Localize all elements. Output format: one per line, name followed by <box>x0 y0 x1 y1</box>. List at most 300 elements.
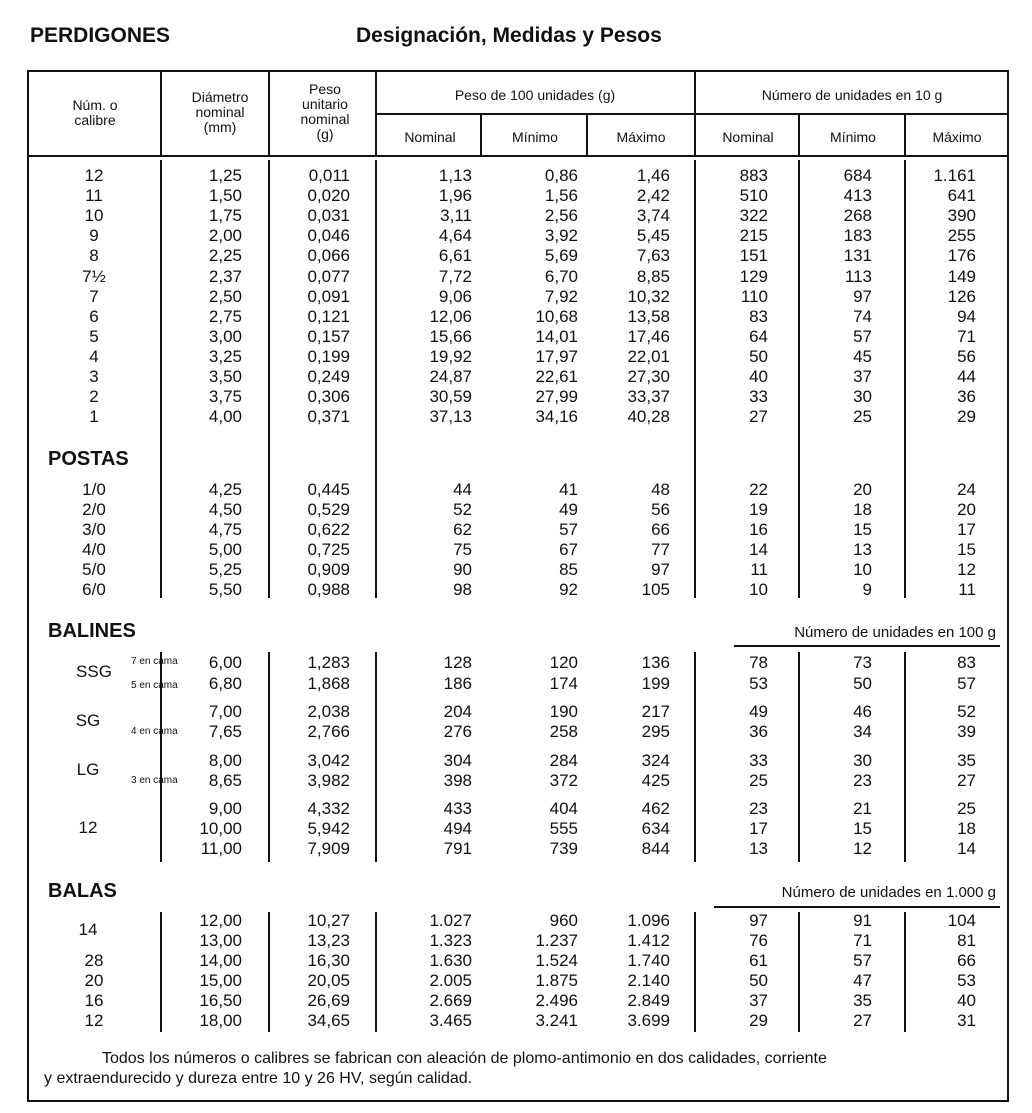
table-cell: 57 <box>559 520 578 539</box>
table-cell: 23 <box>749 799 768 818</box>
table-cell: 73 <box>853 653 872 672</box>
table-cell: 22,01 <box>627 346 670 366</box>
table-cell: 78 <box>749 653 768 672</box>
table-cell: 15 <box>957 540 976 559</box>
group-label-sg: SG <box>75 711 101 730</box>
table-cell: 50 <box>749 346 768 366</box>
table-row <box>0 206 1032 226</box>
cama-note: 7 en cama <box>131 656 178 667</box>
table-cell: 75 <box>453 540 472 559</box>
table-cell: 31 <box>957 1011 976 1030</box>
header-num: Núm. o calibre <box>72 97 118 128</box>
table-cell: 57 <box>957 674 976 693</box>
footnote <box>44 1049 1000 1089</box>
table-cell: 20 <box>84 971 104 990</box>
group-label-lg: LG <box>76 760 100 779</box>
table-cell: 57 <box>853 951 872 970</box>
table-cell: 8,00 <box>208 751 242 770</box>
table-cell: 35 <box>957 751 976 770</box>
table-cell: 104 <box>947 911 976 930</box>
table-cell: 66 <box>651 520 670 539</box>
table-cell: 45 <box>853 346 872 366</box>
table-cell: 390 <box>947 206 976 226</box>
table-cell: 2,42 <box>636 186 670 206</box>
table-cell: 74 <box>853 306 872 326</box>
table-cell: 322 <box>739 206 768 226</box>
table-cell: 5,00 <box>208 540 242 559</box>
table-cell: 5,69 <box>544 246 578 266</box>
table-cell: 183 <box>843 226 872 246</box>
table-cell: 25 <box>749 771 768 790</box>
table-cell: 36 <box>957 387 976 407</box>
table-cell: 2,25 <box>208 246 242 266</box>
table-cell: 12 <box>84 1011 104 1030</box>
table-cell: 204 <box>443 702 472 721</box>
table-cell: 13,58 <box>627 306 670 326</box>
table-cell: 2.005 <box>429 971 472 990</box>
table-cell: 12 <box>957 560 976 579</box>
table-cell: 494 <box>443 819 472 838</box>
section-balas-label: BALAS <box>48 880 117 902</box>
table-cell: 11 <box>750 560 768 579</box>
section-balines-label: BALINES <box>48 620 136 642</box>
table-cell: 40 <box>749 367 768 386</box>
table-cell: 4,00 <box>208 407 242 427</box>
table-cell: 4,75 <box>208 520 242 539</box>
table-cell: 76 <box>749 931 768 950</box>
header-maximo-2: Máximo <box>932 129 982 145</box>
table-cell: 2,766 <box>307 722 350 741</box>
cama-note: 4 en cama <box>131 726 178 737</box>
table-cell: 7,00 <box>208 702 242 721</box>
table-cell: 151 <box>739 246 768 266</box>
page-subtitle: Designación, Medidas y Pesos <box>356 24 662 47</box>
table-cell: 24 <box>957 480 976 499</box>
table-row <box>0 540 1032 560</box>
table-cell: 13,00 <box>199 931 242 950</box>
table-cell: 7,92 <box>544 286 578 306</box>
table-cell: 2,75 <box>208 306 242 326</box>
table-cell: 6,80 <box>208 674 242 693</box>
table-cell: 3,042 <box>307 751 350 770</box>
table-cell: 25 <box>853 407 872 427</box>
balines-units-rule <box>734 645 1000 647</box>
table-cell: 0,529 <box>307 500 350 519</box>
table-cell: 13 <box>749 839 768 858</box>
table-row <box>0 931 1032 951</box>
table-cell: 7,909 <box>307 839 350 858</box>
table-cell: 62 <box>453 520 472 539</box>
table-cell: 0,86 <box>544 166 578 185</box>
table-cell: 2,038 <box>307 702 350 721</box>
table-cell: 19,92 <box>429 346 472 366</box>
table-cell: 10 <box>84 206 104 226</box>
table-cell: 77 <box>651 540 670 559</box>
table-row <box>0 226 1032 246</box>
table-cell: 3,74 <box>636 206 670 226</box>
table-cell: 10 <box>853 560 872 579</box>
table-row <box>0 500 1032 520</box>
table-cell: 50 <box>749 971 768 990</box>
table-cell: 90 <box>453 560 472 579</box>
table-cell: 131 <box>843 246 872 266</box>
table-cell: 17 <box>957 520 976 539</box>
table-cell: 92 <box>559 580 578 599</box>
table-cell: 1.875 <box>535 971 578 990</box>
table-cell: 33,37 <box>627 387 670 407</box>
table-cell: 0,031 <box>307 206 350 226</box>
header-bottom-rule <box>27 155 1009 157</box>
table-cell: 50 <box>853 674 872 693</box>
group-label-14: 14 <box>78 920 98 939</box>
table-cell: 284 <box>549 751 578 770</box>
table-cell: 37 <box>853 367 872 386</box>
table-row <box>0 267 1032 287</box>
table-cell: 27 <box>957 771 976 790</box>
table-cell: 1,96 <box>438 186 472 206</box>
table-cell: 81 <box>957 931 976 950</box>
table-cell: 26,69 <box>307 991 350 1010</box>
table-cell: 462 <box>641 799 670 818</box>
table-cell: 34,65 <box>307 1011 350 1030</box>
table-cell: 48 <box>651 480 670 499</box>
table-cell: 120 <box>549 653 578 672</box>
table-cell: 0,077 <box>307 266 350 286</box>
table-cell: 29 <box>749 1011 768 1030</box>
table-cell: 27 <box>853 1011 872 1030</box>
table-cell: 13,23 <box>307 931 350 950</box>
table-cell: 2,56 <box>544 206 578 226</box>
table-cell: 15,66 <box>429 326 472 346</box>
table-cell: 268 <box>843 206 872 226</box>
table-cell: 10,68 <box>535 306 578 326</box>
table-row <box>0 1011 1032 1031</box>
table-cell: 105 <box>641 580 670 599</box>
table-row <box>0 327 1032 347</box>
table-cell: 20 <box>853 480 872 499</box>
table-cell: 36 <box>749 722 768 741</box>
table-cell: 7 <box>89 286 99 306</box>
table-cell: 4,64 <box>438 226 472 246</box>
table-cell: 186 <box>443 674 472 693</box>
table-row <box>0 951 1032 971</box>
table-cell: 5 <box>89 326 99 346</box>
table-cell: 52 <box>453 500 472 519</box>
header-divider <box>268 70 270 156</box>
table-cell: 3,75 <box>208 387 242 407</box>
table-cell: 35 <box>853 991 872 1010</box>
table-cell: 1,46 <box>636 166 670 185</box>
table-cell: 2.140 <box>627 971 670 990</box>
table-cell: 3.465 <box>429 1011 472 1030</box>
table-cell: 3,00 <box>208 326 242 346</box>
header-peso-100: Peso de 100 unidades (g) <box>454 87 616 103</box>
table-cell: 215 <box>739 226 768 246</box>
table-cell: 176 <box>947 246 976 266</box>
table-cell: 7,63 <box>636 246 670 266</box>
table-cell: 0,306 <box>307 387 350 407</box>
table-cell: 97 <box>651 560 670 579</box>
table-cell: 1.237 <box>535 931 578 950</box>
table-cell: 0,249 <box>307 367 350 386</box>
table-cell: 113 <box>844 266 872 286</box>
table-row <box>0 520 1032 540</box>
table-cell: 9,00 <box>208 799 242 818</box>
table-cell: 4 <box>89 346 99 366</box>
table-cell: 18 <box>957 819 976 838</box>
table-cell: 5,942 <box>307 819 350 838</box>
cama-note: 3 en cama <box>131 775 178 786</box>
table-cell: 14,01 <box>535 326 578 346</box>
table-cell: 0,011 <box>308 166 350 185</box>
table-cell: 7½ <box>82 266 106 286</box>
table-cell: 1,283 <box>307 653 350 672</box>
table-cell: 33 <box>749 387 768 407</box>
table-cell: 217 <box>641 702 670 721</box>
table-cell: 98 <box>453 580 472 599</box>
table-cell: 5,50 <box>208 580 242 599</box>
table-cell: 0,046 <box>307 226 350 246</box>
table-cell: 64 <box>749 326 768 346</box>
table-cell: 8,85 <box>636 266 670 286</box>
table-cell: 1.740 <box>627 951 670 970</box>
balas-units-rule <box>714 906 1000 908</box>
table-cell: 53 <box>749 674 768 693</box>
table-cell: 3,25 <box>208 346 242 366</box>
table-cell: 510 <box>739 186 768 206</box>
header-divider <box>160 70 162 156</box>
table-cell: 5,45 <box>636 226 670 246</box>
table-cell: 83 <box>957 653 976 672</box>
table-cell: 7,72 <box>438 266 472 286</box>
table-cell: 4/0 <box>82 540 106 559</box>
table-cell: 199 <box>641 674 670 693</box>
table-cell: 17,97 <box>535 346 578 366</box>
table-row <box>0 186 1032 206</box>
table-cell: 3/0 <box>82 520 106 539</box>
table-cell: 1,50 <box>208 186 242 206</box>
table-cell: 18,00 <box>199 1011 242 1030</box>
table-cell: 30 <box>853 751 872 770</box>
table-cell: 8 <box>89 246 99 266</box>
table-cell: 61 <box>749 951 768 970</box>
table-cell: 20 <box>957 500 976 519</box>
table-cell: 6/0 <box>82 580 106 599</box>
table-cell: 110 <box>740 286 768 306</box>
table-cell: 66 <box>957 951 976 970</box>
table-row <box>0 991 1032 1011</box>
table-cell: 3.699 <box>627 1011 670 1030</box>
header-divider <box>480 114 482 156</box>
table-cell: 3,92 <box>544 226 578 246</box>
table-row <box>0 166 1032 186</box>
table-cell: 5/0 <box>82 560 106 579</box>
table-cell: 1,25 <box>208 166 242 185</box>
table-cell: 37 <box>749 991 768 1010</box>
table-cell: 44 <box>957 367 976 386</box>
group-label-ssg: SSG <box>76 662 112 681</box>
table-cell: 16 <box>84 991 104 1010</box>
table-cell: 37,13 <box>429 407 472 427</box>
table-row <box>0 839 1032 859</box>
table-cell: 39 <box>957 722 976 741</box>
table-cell: 27,30 <box>627 367 670 386</box>
table-cell: 6,61 <box>438 246 472 266</box>
table-cell: 0,121 <box>307 306 350 326</box>
table-cell: 1,13 <box>438 166 472 185</box>
table-row <box>0 347 1032 367</box>
table-cell: 28 <box>84 951 104 970</box>
table-cell: 3,11 <box>440 206 472 226</box>
table-cell: 8,65 <box>208 771 242 790</box>
table-cell: 71 <box>853 931 872 950</box>
table-cell: 46 <box>853 702 872 721</box>
group-label-12: 12 <box>78 818 98 837</box>
table-cell: 16,30 <box>307 951 350 970</box>
table-cell: 20,05 <box>307 971 350 990</box>
page-title: PERDIGONES <box>30 24 171 47</box>
table-row <box>0 560 1032 580</box>
table-cell: 1,56 <box>544 186 578 206</box>
table-cell: 126 <box>947 286 976 306</box>
table-cell: 1.630 <box>429 951 472 970</box>
table-row <box>0 751 1032 771</box>
table-cell: 0,725 <box>307 540 350 559</box>
table-cell: 16,50 <box>199 991 242 1010</box>
table-cell: 641 <box>947 186 976 206</box>
table-cell: 71 <box>957 326 976 346</box>
table-cell: 5,25 <box>208 560 242 579</box>
table-cell: 0,371 <box>307 407 350 427</box>
header-minimo-2: Mínimo <box>830 129 876 145</box>
section-postas-label: POSTAS <box>48 448 129 470</box>
table-cell: 11 <box>85 186 103 206</box>
table-cell: 0,445 <box>307 480 350 499</box>
header-mid-rule <box>376 113 1009 115</box>
table-cell: 3,50 <box>208 367 242 386</box>
table-cell: 41 <box>559 480 578 499</box>
table-cell: 258 <box>549 722 578 741</box>
table-cell: 960 <box>549 911 578 930</box>
table-cell: 40,28 <box>627 407 670 427</box>
table-cell: 372 <box>549 771 578 790</box>
table-row <box>0 971 1032 991</box>
table-cell: 85 <box>559 560 578 579</box>
table-cell: 67 <box>559 540 578 559</box>
table-cell: 0,020 <box>307 186 350 206</box>
table-cell: 276 <box>443 722 472 741</box>
table-cell: 2 <box>89 387 99 407</box>
table-cell: 413 <box>843 186 872 206</box>
table-cell: 1.027 <box>429 911 472 930</box>
table-cell: 6,00 <box>208 653 242 672</box>
table-cell: 15 <box>853 819 872 838</box>
table-cell: 49 <box>559 500 578 519</box>
table-cell: 15 <box>853 520 872 539</box>
table-cell: 52 <box>957 702 976 721</box>
table-cell: 19 <box>749 500 768 519</box>
table-row <box>0 387 1032 407</box>
table-cell: 4,50 <box>208 500 242 519</box>
table-cell: 844 <box>641 839 670 858</box>
table-cell: 1 <box>89 407 99 427</box>
table-cell: 4,25 <box>208 480 242 499</box>
table-cell: 57 <box>853 326 872 346</box>
header-maximo-1: Máximo <box>616 129 666 145</box>
table-cell: 0,091 <box>307 286 350 306</box>
table-row <box>0 911 1032 931</box>
table-cell: 684 <box>843 166 872 185</box>
table-cell: 23 <box>853 771 872 790</box>
header-divider <box>694 70 696 156</box>
table-cell: 1/0 <box>82 480 106 499</box>
table-cell: 10,00 <box>199 819 242 838</box>
table-cell: 29 <box>957 407 976 427</box>
table-cell: 2/0 <box>82 500 106 519</box>
table-cell: 2.849 <box>627 991 670 1010</box>
table-cell: 12 <box>853 839 872 858</box>
table-cell: 34,16 <box>535 407 578 427</box>
table-cell: 1.412 <box>627 931 670 950</box>
table-cell: 2.496 <box>535 991 578 1010</box>
table-cell: 14,00 <box>199 951 242 970</box>
table-cell: 15,00 <box>199 971 242 990</box>
table-cell: 136 <box>641 653 670 672</box>
table-cell: 2,00 <box>208 226 242 246</box>
table-row <box>0 287 1032 307</box>
header-divider <box>904 114 906 156</box>
table-cell: 1.096 <box>627 911 670 930</box>
table-cell: 1,75 <box>208 206 242 226</box>
table-cell: 9 <box>89 226 99 246</box>
table-cell: 13 <box>853 540 872 559</box>
table-cell: 12,06 <box>429 306 472 326</box>
table-cell: 56 <box>957 346 976 366</box>
header-num-10g: Número de unidades en 10 g <box>761 87 943 103</box>
table-cell: 94 <box>957 306 976 326</box>
table-cell: 4,332 <box>307 799 350 818</box>
table-cell: 10,32 <box>627 286 670 306</box>
header-minimo-1: Mínimo <box>512 129 558 145</box>
table-cell: 0,066 <box>307 246 350 266</box>
table-cell: 97 <box>853 286 872 306</box>
header-diametro: Diámetro nominal (mm) <box>191 89 249 135</box>
table-cell: 0,988 <box>307 580 350 599</box>
table-cell: 53 <box>957 971 976 990</box>
table-cell: 25 <box>957 799 976 818</box>
table-cell: 174 <box>549 674 578 693</box>
header-peso-unitario: Peso unitario nominal (g) <box>300 81 350 142</box>
table-row <box>0 307 1032 327</box>
table-row <box>0 819 1032 839</box>
table-cell: 22,61 <box>535 367 578 386</box>
table-cell: 11 <box>958 580 976 599</box>
table-cell: 739 <box>549 839 578 858</box>
footnote-line: y extraendurecido y dureza entre 10 y 26 HV, según calidad. <box>44 1070 473 1087</box>
table-row <box>0 580 1032 600</box>
table-cell: 2.669 <box>429 991 472 1010</box>
table-cell: 11,00 <box>200 839 242 858</box>
table-cell: 17 <box>749 819 768 838</box>
table-row <box>0 407 1032 427</box>
balas-units-header: Número de unidades en 1.000 g <box>781 884 996 901</box>
table-cell: 97 <box>749 911 768 930</box>
table-cell: 34 <box>853 722 872 741</box>
header-nominal-2: Nominal <box>722 129 774 145</box>
table-row <box>0 480 1032 500</box>
table-cell: 33 <box>749 751 768 770</box>
table-cell: 129 <box>739 266 768 286</box>
